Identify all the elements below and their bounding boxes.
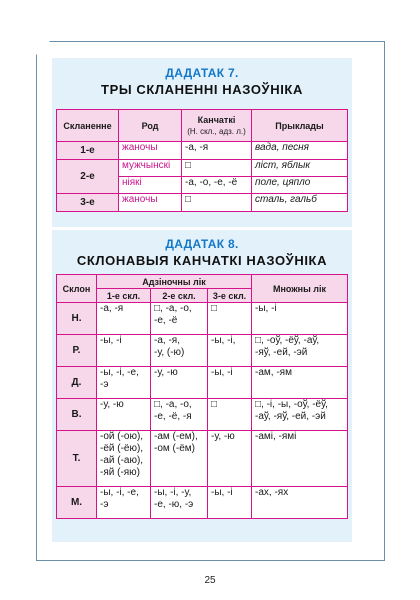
decl-3-ending-cell: □ xyxy=(208,399,252,431)
decl-3-ending-cell: -ы, -і xyxy=(208,487,252,519)
table-row xyxy=(57,335,348,367)
appendix-7-panel xyxy=(52,58,352,227)
appendix-7-title: ДАДАТАК 7. xyxy=(165,66,239,80)
table-row xyxy=(57,160,348,177)
decl-3-ending-cell: -у, -ю xyxy=(208,431,252,487)
case-cell: Т. xyxy=(57,431,97,487)
case-cell: Д. xyxy=(57,367,97,399)
header-decl-1: 1-е скл. xyxy=(97,289,151,303)
gender-cell: ніякі xyxy=(119,177,182,194)
decl-2-ending-cell: □, -а, -о, -е, -ё xyxy=(151,303,208,335)
declension-cell: 2-е xyxy=(57,160,119,194)
plural-ending-cell: -ам, -ям xyxy=(252,367,348,399)
decl-1-ending-cell: -ы, -і xyxy=(97,335,151,367)
page-number: 25 xyxy=(204,575,216,586)
table-row xyxy=(57,431,348,487)
header-singular: Адзіночны лік xyxy=(97,275,252,289)
case-cell: Н. xyxy=(57,303,97,335)
gender-cell: жаночы xyxy=(119,194,182,212)
frame-corner-cut xyxy=(36,41,50,55)
table-row xyxy=(57,194,348,212)
table-row xyxy=(57,399,348,431)
case-endings-table xyxy=(56,274,348,519)
appendix-8-panel xyxy=(52,230,352,542)
table-row xyxy=(57,142,348,160)
header-endings-label: Канчаткі xyxy=(197,114,236,125)
case-cell: М. xyxy=(57,487,97,519)
example-cell: вада, песня xyxy=(252,142,348,160)
decl-1-ending-cell: -а, -я xyxy=(97,303,151,335)
decl-2-ending-cell: -ы, -і, -у, -е, -ю, -э xyxy=(151,487,208,519)
case-cell: В. xyxy=(57,399,97,431)
appendix-8-title: ДАДАТАК 8. xyxy=(165,237,239,251)
ending-cell: □ xyxy=(182,160,252,177)
header-plural: Множны лік xyxy=(252,275,348,303)
header-examples: Прыклады xyxy=(252,110,348,142)
table-row xyxy=(57,487,348,519)
header-decl-3: 3-е скл. xyxy=(208,289,252,303)
decl-1-ending-cell: -ой (-ою), -ёй (-ёю), -ай (-аю), -яй (-яю) xyxy=(97,431,151,487)
plural-ending-cell: -амі, -ямі xyxy=(252,431,348,487)
decl-1-ending-cell: -ы, -і, -е, -э xyxy=(97,487,151,519)
table-row xyxy=(57,367,348,399)
header-gender: Род xyxy=(119,110,182,142)
ending-cell: -а, -о, -е, -ё xyxy=(182,177,252,194)
plural-ending-cell: -ы, -і xyxy=(252,303,348,335)
header-declension: Скланенне xyxy=(57,110,119,142)
decl-1-ending-cell: -ы, -і, -е, -э xyxy=(97,367,151,399)
decl-2-ending-cell: -ам (-ем), -ом (-ём) xyxy=(151,431,208,487)
decl-3-ending-cell: -ы, -і, xyxy=(208,335,252,367)
example-cell: поле, цяпло xyxy=(252,177,348,194)
decl-2-ending-cell: -у, -ю xyxy=(151,367,208,399)
ending-cell: □ xyxy=(182,194,252,212)
appendix-7-subtitle: ТРЫ СКЛАНЕННІ НАЗОЎНІКА xyxy=(101,82,303,97)
plural-ending-cell: -ах, -ях xyxy=(252,487,348,519)
declensions-table xyxy=(56,109,348,212)
gender-cell: мужчынскі xyxy=(119,160,182,177)
ending-cell: -а, -я xyxy=(182,142,252,160)
header-decl-2: 2-е скл. xyxy=(151,289,208,303)
header-endings xyxy=(182,110,252,142)
plural-ending-cell: □, -і, -ы, -оў, -ёў, -аў, -яў, -ей, -эй xyxy=(252,399,348,431)
decl-3-ending-cell: □ xyxy=(208,303,252,335)
table-row xyxy=(57,303,348,335)
case-cell: Р. xyxy=(57,335,97,367)
gender-cell: жаночы xyxy=(119,142,182,160)
plural-ending-cell: □, -оў, -ёў, -аў, -яў, -ей, -эй xyxy=(252,335,348,367)
decl-1-ending-cell: -у, -ю xyxy=(97,399,151,431)
declension-cell: 1-е xyxy=(57,142,119,160)
decl-3-ending-cell: -ы, -і xyxy=(208,367,252,399)
decl-2-ending-cell: -а, -я, -у, (-ю) xyxy=(151,335,208,367)
header-endings-note: (Н. скл., адз. л.) xyxy=(187,126,246,136)
declension-cell: 3-е xyxy=(57,194,119,212)
decl-2-ending-cell: □, -а, -о, -е, -ё, -я xyxy=(151,399,208,431)
appendix-8-subtitle: СКЛОНАВЫЯ КАНЧАТКІ НАЗОЎНІКА xyxy=(76,253,328,268)
header-case: Склон xyxy=(57,275,97,303)
example-cell: ліст, яблык xyxy=(252,160,348,177)
example-cell: сталь, гальб xyxy=(252,194,348,212)
